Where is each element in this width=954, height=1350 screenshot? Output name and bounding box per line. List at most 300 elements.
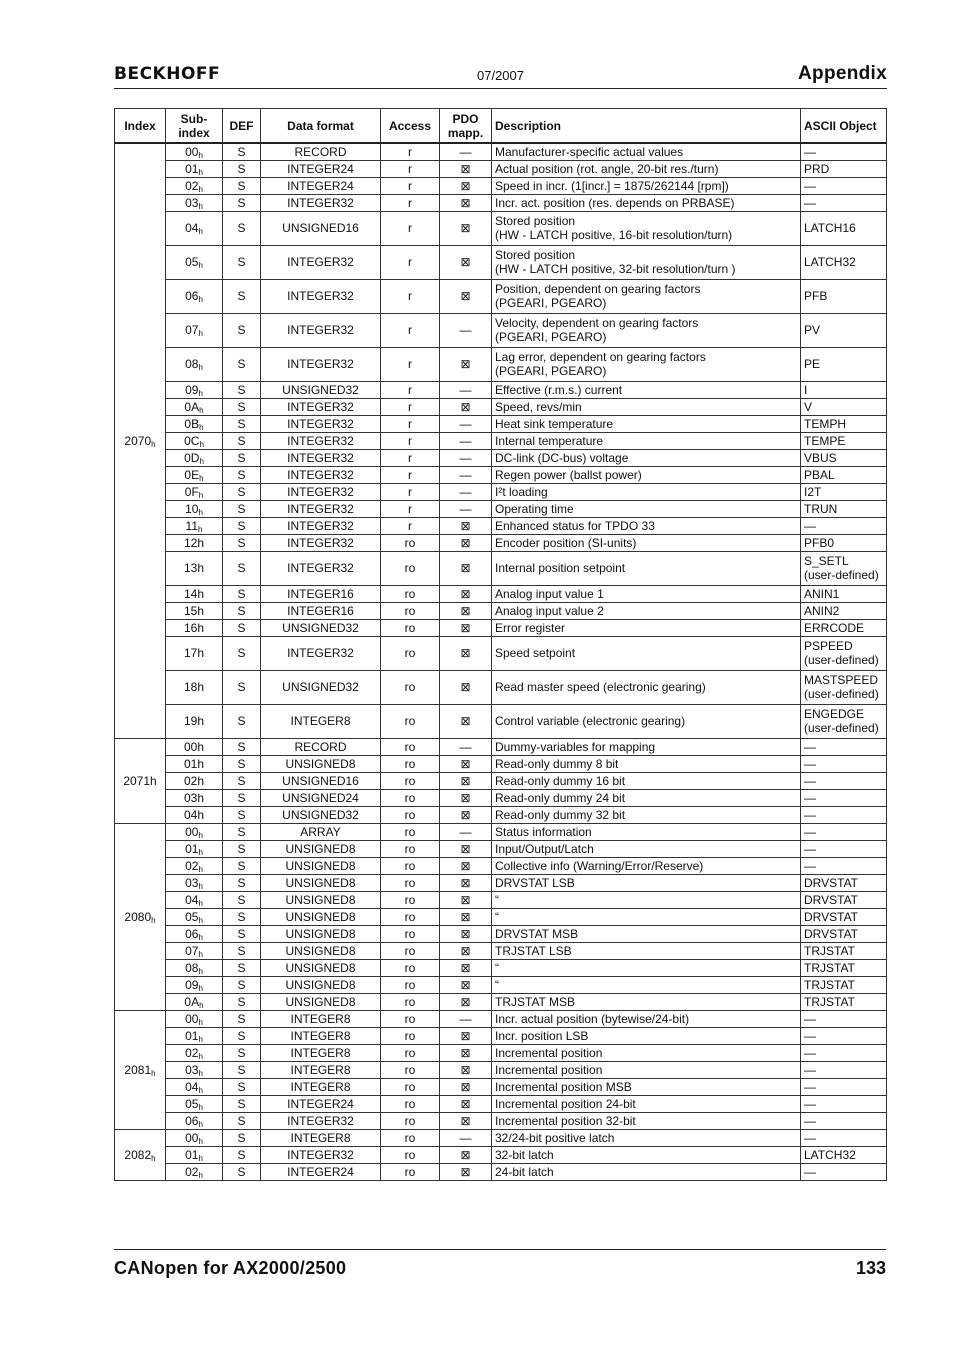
ascii-object-cell: — bbox=[801, 840, 887, 857]
description-cell: Speed in incr. (1[incr.] = 1875/262144 [rpm]) bbox=[492, 177, 801, 194]
subindex-cell: $01_h$ bbox=[166, 840, 223, 857]
pdo-mapping-cell: ⊠ bbox=[440, 245, 492, 279]
ascii-object-cell: DRVSTAT bbox=[801, 908, 887, 925]
data-format-cell: INTEGER24 bbox=[261, 177, 381, 194]
def-cell: S bbox=[223, 738, 261, 755]
def-cell: S bbox=[223, 840, 261, 857]
data-format-cell: UNSIGNED8 bbox=[261, 874, 381, 891]
pdo-mapping-cell: ⊠ bbox=[440, 1146, 492, 1163]
column-header-subindex: Sub- index bbox=[166, 109, 223, 144]
access-cell: r bbox=[381, 279, 440, 313]
description-cell: Incremental position 24-bit bbox=[492, 1095, 801, 1112]
description-cell: Incremental position MSB bbox=[492, 1078, 801, 1095]
pdo-mapping-cell: ⊠ bbox=[440, 1044, 492, 1061]
def-cell: S bbox=[223, 432, 261, 449]
ascii-object-cell: DRVSTAT bbox=[801, 925, 887, 942]
ascii-object-cell: DRVSTAT bbox=[801, 874, 887, 891]
access-cell: ro bbox=[381, 1095, 440, 1112]
data-format-cell: RECORD bbox=[261, 143, 381, 160]
description-cell: “ bbox=[492, 976, 801, 993]
description-cell: Heat sink temperature bbox=[492, 415, 801, 432]
ascii-object-cell: ENGEDGE (user-defined) bbox=[801, 704, 887, 738]
table-row bbox=[115, 942, 887, 959]
data-format-cell: INTEGER8 bbox=[261, 1078, 381, 1095]
def-cell: S bbox=[223, 602, 261, 619]
data-format-cell: UNSIGNED8 bbox=[261, 942, 381, 959]
pdo-mapping-cell: ⊠ bbox=[440, 942, 492, 959]
access-cell: ro bbox=[381, 704, 440, 738]
ascii-object-cell: PFB0 bbox=[801, 534, 887, 551]
ascii-object-cell: VBUS bbox=[801, 449, 887, 466]
data-format-cell: INTEGER32 bbox=[261, 466, 381, 483]
access-cell: ro bbox=[381, 619, 440, 636]
def-cell: S bbox=[223, 245, 261, 279]
pdo-mapping-cell: ⊠ bbox=[440, 160, 492, 177]
data-format-cell: INTEGER32 bbox=[261, 194, 381, 211]
pdo-mapping-cell: ⊠ bbox=[440, 279, 492, 313]
description-cell: Internal position setpoint bbox=[492, 551, 801, 585]
subindex-cell: $03_h$ bbox=[166, 194, 223, 211]
access-cell: r bbox=[381, 143, 440, 160]
table-row bbox=[115, 1163, 887, 1180]
data-format-cell: UNSIGNED8 bbox=[261, 840, 381, 857]
description-cell: Read master speed (electronic gearing) bbox=[492, 670, 801, 704]
subindex-cell: 13h bbox=[166, 551, 223, 585]
data-format-cell: INTEGER8 bbox=[261, 1010, 381, 1027]
ascii-object-cell: TRJSTAT bbox=[801, 993, 887, 1010]
pdo-mapping-cell: — bbox=[440, 313, 492, 347]
access-cell: ro bbox=[381, 891, 440, 908]
subindex-cell: $05_h$ bbox=[166, 908, 223, 925]
access-cell: ro bbox=[381, 602, 440, 619]
pdo-mapping-cell: ⊠ bbox=[440, 789, 492, 806]
ascii-object-cell: — bbox=[801, 194, 887, 211]
ascii-object-cell: — bbox=[801, 177, 887, 194]
table-row bbox=[115, 466, 887, 483]
description-cell: Read-only dummy 8 bit bbox=[492, 755, 801, 772]
ascii-object-cell: — bbox=[801, 823, 887, 840]
description-cell: Status information bbox=[492, 823, 801, 840]
description-cell: 24-bit latch bbox=[492, 1163, 801, 1180]
data-format-cell: INTEGER32 bbox=[261, 449, 381, 466]
access-cell: ro bbox=[381, 1163, 440, 1180]
subindex-cell: $04_h$ bbox=[166, 211, 223, 245]
subindex-cell: $0D_h$ bbox=[166, 449, 223, 466]
subindex-cell: $02_h$ bbox=[166, 857, 223, 874]
pdo-mapping-cell: — bbox=[440, 1010, 492, 1027]
ascii-object-cell: — bbox=[801, 1010, 887, 1027]
def-cell: S bbox=[223, 772, 261, 789]
data-format-cell: INTEGER24 bbox=[261, 1163, 381, 1180]
description-cell: Encoder position (SI-units) bbox=[492, 534, 801, 551]
description-cell: Speed setpoint bbox=[492, 636, 801, 670]
ascii-object-cell: TRJSTAT bbox=[801, 959, 887, 976]
table-row bbox=[115, 449, 887, 466]
def-cell: S bbox=[223, 160, 261, 177]
access-cell: ro bbox=[381, 857, 440, 874]
data-format-cell: INTEGER32 bbox=[261, 517, 381, 534]
table-row bbox=[115, 891, 887, 908]
table-row bbox=[115, 738, 887, 755]
access-cell: ro bbox=[381, 823, 440, 840]
table-row bbox=[115, 415, 887, 432]
table-row bbox=[115, 381, 887, 398]
pdo-mapping-cell: ⊠ bbox=[440, 636, 492, 670]
brand-logo: BECKHOFF bbox=[114, 64, 221, 84]
subindex-cell: $00_h$ bbox=[166, 1129, 223, 1146]
description-cell: Incremental position bbox=[492, 1061, 801, 1078]
access-cell: ro bbox=[381, 993, 440, 1010]
access-cell: r bbox=[381, 160, 440, 177]
pdo-mapping-cell: — bbox=[440, 1129, 492, 1146]
def-cell: S bbox=[223, 313, 261, 347]
description-cell: Velocity, dependent on gearing factors (PGEARI, PGEARO) bbox=[492, 313, 801, 347]
description-cell: Effective (r.m.s.) current bbox=[492, 381, 801, 398]
data-format-cell: INTEGER32 bbox=[261, 398, 381, 415]
document-date: 07/2007 bbox=[477, 68, 524, 83]
table-row bbox=[115, 585, 887, 602]
data-format-cell: RECORD bbox=[261, 738, 381, 755]
ascii-object-cell: PSPEED (user-defined) bbox=[801, 636, 887, 670]
table-row bbox=[115, 1010, 887, 1027]
document-title: CANopen for AX2000/2500 bbox=[114, 1258, 347, 1278]
def-cell: S bbox=[223, 1163, 261, 1180]
subindex-cell: 00h bbox=[166, 738, 223, 755]
pdo-mapping-cell: ⊠ bbox=[440, 551, 492, 585]
def-cell: S bbox=[223, 1078, 261, 1095]
data-format-cell: INTEGER16 bbox=[261, 602, 381, 619]
def-cell: S bbox=[223, 908, 261, 925]
ascii-object-cell: TEMPE bbox=[801, 432, 887, 449]
description-cell: Enhanced status for TPDO 33 bbox=[492, 517, 801, 534]
description-cell: Stored position (HW - LATCH positive, 16-bit resolution/turn) bbox=[492, 211, 801, 245]
ascii-object-cell: — bbox=[801, 738, 887, 755]
def-cell: S bbox=[223, 585, 261, 602]
table-row bbox=[115, 993, 887, 1010]
access-cell: ro bbox=[381, 1146, 440, 1163]
ascii-object-cell: LATCH16 bbox=[801, 211, 887, 245]
subindex-cell: 16h bbox=[166, 619, 223, 636]
access-cell: r bbox=[381, 449, 440, 466]
pdo-mapping-cell: ⊠ bbox=[440, 925, 492, 942]
table-row bbox=[115, 245, 887, 279]
def-cell: S bbox=[223, 636, 261, 670]
data-format-cell: UNSIGNED32 bbox=[261, 806, 381, 823]
def-cell: S bbox=[223, 194, 261, 211]
access-cell: ro bbox=[381, 670, 440, 704]
description-cell: Dummy-variables for mapping bbox=[492, 738, 801, 755]
pdo-mapping-cell: ⊠ bbox=[440, 993, 492, 1010]
access-cell: r bbox=[381, 313, 440, 347]
pdo-mapping-cell: ⊠ bbox=[440, 398, 492, 415]
table-row bbox=[115, 1061, 887, 1078]
access-cell: r bbox=[381, 381, 440, 398]
ascii-object-cell: — bbox=[801, 1061, 887, 1078]
pdo-mapping-cell: ⊠ bbox=[440, 976, 492, 993]
def-cell: S bbox=[223, 874, 261, 891]
table-row bbox=[115, 500, 887, 517]
access-cell: ro bbox=[381, 874, 440, 891]
description-cell: “ bbox=[492, 959, 801, 976]
access-cell: ro bbox=[381, 959, 440, 976]
ascii-object-cell: PBAL bbox=[801, 466, 887, 483]
table-row bbox=[115, 1146, 887, 1163]
data-format-cell: INTEGER32 bbox=[261, 279, 381, 313]
subindex-cell: $02_h$ bbox=[166, 1044, 223, 1061]
def-cell: S bbox=[223, 993, 261, 1010]
subindex-cell: $05_h$ bbox=[166, 245, 223, 279]
ascii-object-cell: PFB bbox=[801, 279, 887, 313]
def-cell: S bbox=[223, 1129, 261, 1146]
ascii-object-cell: LATCH32 bbox=[801, 245, 887, 279]
table-row bbox=[115, 976, 887, 993]
pdo-mapping-cell: — bbox=[440, 500, 492, 517]
column-header-ascii-object: ASCII Object bbox=[801, 109, 887, 144]
description-cell: Incr. position LSB bbox=[492, 1027, 801, 1044]
def-cell: S bbox=[223, 347, 261, 381]
pdo-mapping-cell: ⊠ bbox=[440, 857, 492, 874]
ascii-object-cell: MASTSPEED (user-defined) bbox=[801, 670, 887, 704]
def-cell: S bbox=[223, 959, 261, 976]
table-row bbox=[115, 772, 887, 789]
pdo-mapping-cell: — bbox=[440, 823, 492, 840]
subindex-cell: $09_h$ bbox=[166, 976, 223, 993]
ascii-object-cell: — bbox=[801, 1027, 887, 1044]
table-row bbox=[115, 1027, 887, 1044]
column-header-index: Index bbox=[115, 109, 166, 144]
ascii-object-cell: — bbox=[801, 789, 887, 806]
index-cell: $2081_h$ bbox=[115, 1010, 166, 1129]
table-row bbox=[115, 857, 887, 874]
table-row bbox=[115, 636, 887, 670]
description-cell: 32-bit latch bbox=[492, 1146, 801, 1163]
data-format-cell: UNSIGNED8 bbox=[261, 891, 381, 908]
data-format-cell: INTEGER32 bbox=[261, 500, 381, 517]
pdo-mapping-cell: ⊠ bbox=[440, 194, 492, 211]
description-cell: Lag error, dependent on gearing factors (PGEARI, PGEARO) bbox=[492, 347, 801, 381]
def-cell: S bbox=[223, 177, 261, 194]
ascii-object-cell: — bbox=[801, 755, 887, 772]
data-format-cell: INTEGER32 bbox=[261, 1112, 381, 1129]
pdo-mapping-cell: ⊠ bbox=[440, 1095, 492, 1112]
page-number: 133 bbox=[855, 1258, 886, 1278]
subindex-cell: $00_h$ bbox=[166, 1010, 223, 1027]
pdo-mapping-cell: ⊠ bbox=[440, 177, 492, 194]
ascii-object-cell: — bbox=[801, 806, 887, 823]
description-cell: DRVSTAT MSB bbox=[492, 925, 801, 942]
access-cell: r bbox=[381, 347, 440, 381]
def-cell: S bbox=[223, 1112, 261, 1129]
subindex-cell: $05_h$ bbox=[166, 1095, 223, 1112]
section-title: Appendix bbox=[798, 63, 887, 84]
table-row bbox=[115, 313, 887, 347]
table-row bbox=[115, 925, 887, 942]
pdo-mapping-cell: ⊠ bbox=[440, 1078, 492, 1095]
pdo-mapping-cell: ⊠ bbox=[440, 704, 492, 738]
ascii-object-cell: PV bbox=[801, 313, 887, 347]
data-format-cell: INTEGER24 bbox=[261, 1095, 381, 1112]
table-row bbox=[115, 619, 887, 636]
page-header bbox=[114, 62, 887, 89]
data-format-cell: UNSIGNED8 bbox=[261, 925, 381, 942]
table-row bbox=[115, 194, 887, 211]
data-format-cell: INTEGER8 bbox=[261, 1027, 381, 1044]
pdo-mapping-cell: ⊠ bbox=[440, 874, 492, 891]
description-cell: Read-only dummy 16 bit bbox=[492, 772, 801, 789]
data-format-cell: UNSIGNED8 bbox=[261, 993, 381, 1010]
description-cell: Internal temperature bbox=[492, 432, 801, 449]
ascii-object-cell: — bbox=[801, 857, 887, 874]
subindex-cell: $04_h$ bbox=[166, 1078, 223, 1095]
access-cell: r bbox=[381, 466, 440, 483]
access-cell: ro bbox=[381, 1129, 440, 1146]
access-cell: r bbox=[381, 398, 440, 415]
subindex-cell: $01_h$ bbox=[166, 1027, 223, 1044]
ascii-object-cell: ANIN2 bbox=[801, 602, 887, 619]
description-cell: Incr. actual position (bytewise/24-bit) bbox=[492, 1010, 801, 1027]
table-row bbox=[115, 789, 887, 806]
subindex-cell: 01h bbox=[166, 755, 223, 772]
access-cell: ro bbox=[381, 1010, 440, 1027]
data-format-cell: INTEGER32 bbox=[261, 636, 381, 670]
def-cell: S bbox=[223, 806, 261, 823]
table-row bbox=[115, 211, 887, 245]
pdo-mapping-cell: ⊠ bbox=[440, 585, 492, 602]
table-row bbox=[115, 279, 887, 313]
table-row bbox=[115, 602, 887, 619]
pdo-mapping-cell: — bbox=[440, 143, 492, 160]
pdo-mapping-cell: ⊠ bbox=[440, 1061, 492, 1078]
ascii-object-cell: TRJSTAT bbox=[801, 976, 887, 993]
ascii-object-cell: ERRCODE bbox=[801, 619, 887, 636]
data-format-cell: INTEGER32 bbox=[261, 432, 381, 449]
data-format-cell: UNSIGNED8 bbox=[261, 755, 381, 772]
ascii-object-cell: — bbox=[801, 772, 887, 789]
data-format-cell: INTEGER32 bbox=[261, 415, 381, 432]
subindex-cell: $00_h$ bbox=[166, 823, 223, 840]
pdo-mapping-cell: — bbox=[440, 415, 492, 432]
column-header-description: Description bbox=[492, 109, 801, 144]
subindex-cell: 04h bbox=[166, 806, 223, 823]
subindex-cell: 19h bbox=[166, 704, 223, 738]
access-cell: ro bbox=[381, 755, 440, 772]
pdo-mapping-cell: ⊠ bbox=[440, 602, 492, 619]
def-cell: S bbox=[223, 1027, 261, 1044]
access-cell: r bbox=[381, 177, 440, 194]
pdo-mapping-cell: ⊠ bbox=[440, 670, 492, 704]
subindex-cell: $07_h$ bbox=[166, 942, 223, 959]
ascii-object-cell: — bbox=[801, 1044, 887, 1061]
table-row bbox=[115, 534, 887, 551]
ascii-object-cell: I2T bbox=[801, 483, 887, 500]
access-cell: ro bbox=[381, 1061, 440, 1078]
subindex-cell: $09_h$ bbox=[166, 381, 223, 398]
subindex-cell: $0E_h$ bbox=[166, 466, 223, 483]
table-row bbox=[115, 143, 887, 160]
ascii-object-cell: LATCH32 bbox=[801, 1146, 887, 1163]
table-row bbox=[115, 432, 887, 449]
column-header-access: Access bbox=[381, 109, 440, 144]
subindex-cell: $02_h$ bbox=[166, 1163, 223, 1180]
data-format-cell: INTEGER16 bbox=[261, 585, 381, 602]
description-cell: I²t loading bbox=[492, 483, 801, 500]
pdo-mapping-cell: — bbox=[440, 483, 492, 500]
table-row bbox=[115, 959, 887, 976]
def-cell: S bbox=[223, 891, 261, 908]
data-format-cell: INTEGER32 bbox=[261, 1146, 381, 1163]
table-row bbox=[115, 840, 887, 857]
def-cell: S bbox=[223, 534, 261, 551]
def-cell: S bbox=[223, 619, 261, 636]
page-footer bbox=[114, 1249, 886, 1278]
subindex-cell: $0A_h$ bbox=[166, 993, 223, 1010]
table-row bbox=[115, 755, 887, 772]
def-cell: S bbox=[223, 925, 261, 942]
subindex-cell: $0A_h$ bbox=[166, 398, 223, 415]
data-format-cell: UNSIGNED16 bbox=[261, 772, 381, 789]
ascii-object-cell: DRVSTAT bbox=[801, 891, 887, 908]
description-cell: Speed, revs/min bbox=[492, 398, 801, 415]
data-format-cell: UNSIGNED8 bbox=[261, 959, 381, 976]
pdo-mapping-cell: ⊠ bbox=[440, 1112, 492, 1129]
description-cell: TRJSTAT LSB bbox=[492, 942, 801, 959]
access-cell: ro bbox=[381, 908, 440, 925]
description-cell: DC-link (DC-bus) voltage bbox=[492, 449, 801, 466]
pdo-mapping-cell: ⊠ bbox=[440, 534, 492, 551]
pdo-mapping-cell: ⊠ bbox=[440, 891, 492, 908]
index-cell: 2071h bbox=[115, 738, 166, 823]
access-cell: ro bbox=[381, 1027, 440, 1044]
description-cell: TRJSTAT MSB bbox=[492, 993, 801, 1010]
access-cell: r bbox=[381, 500, 440, 517]
pdo-mapping-cell: ⊠ bbox=[440, 908, 492, 925]
access-cell: r bbox=[381, 432, 440, 449]
table-row bbox=[115, 1044, 887, 1061]
description-cell: Collective info (Warning/Error/Reserve) bbox=[492, 857, 801, 874]
def-cell: S bbox=[223, 143, 261, 160]
pdo-mapping-cell: — bbox=[440, 381, 492, 398]
table-row bbox=[115, 806, 887, 823]
subindex-cell: $02_h$ bbox=[166, 177, 223, 194]
ascii-object-cell: — bbox=[801, 1112, 887, 1129]
subindex-cell: 03h bbox=[166, 789, 223, 806]
description-cell: Input/Output/Latch bbox=[492, 840, 801, 857]
access-cell: ro bbox=[381, 806, 440, 823]
column-header-pdo-mapping: PDO mapp. bbox=[440, 109, 492, 144]
data-format-cell: UNSIGNED32 bbox=[261, 670, 381, 704]
description-cell: Analog input value 1 bbox=[492, 585, 801, 602]
ascii-object-cell: PE bbox=[801, 347, 887, 381]
access-cell: r bbox=[381, 415, 440, 432]
description-cell: Error register bbox=[492, 619, 801, 636]
def-cell: S bbox=[223, 449, 261, 466]
access-cell: ro bbox=[381, 534, 440, 551]
ascii-object-cell: S_SETL (user-defined) bbox=[801, 551, 887, 585]
index-cell: $2082_h$ bbox=[115, 1129, 166, 1180]
ascii-object-cell: TRJSTAT bbox=[801, 942, 887, 959]
description-cell: Analog input value 2 bbox=[492, 602, 801, 619]
table-row bbox=[115, 398, 887, 415]
description-cell: Position, dependent on gearing factors (PGEARI, PGEARO) bbox=[492, 279, 801, 313]
table-row bbox=[115, 1095, 887, 1112]
description-cell: Control variable (electronic gearing) bbox=[492, 704, 801, 738]
table-row bbox=[115, 1112, 887, 1129]
access-cell: ro bbox=[381, 840, 440, 857]
column-header-def: DEF bbox=[223, 109, 261, 144]
description-cell: Read-only dummy 32 bit bbox=[492, 806, 801, 823]
description-cell: “ bbox=[492, 891, 801, 908]
data-format-cell: INTEGER24 bbox=[261, 160, 381, 177]
